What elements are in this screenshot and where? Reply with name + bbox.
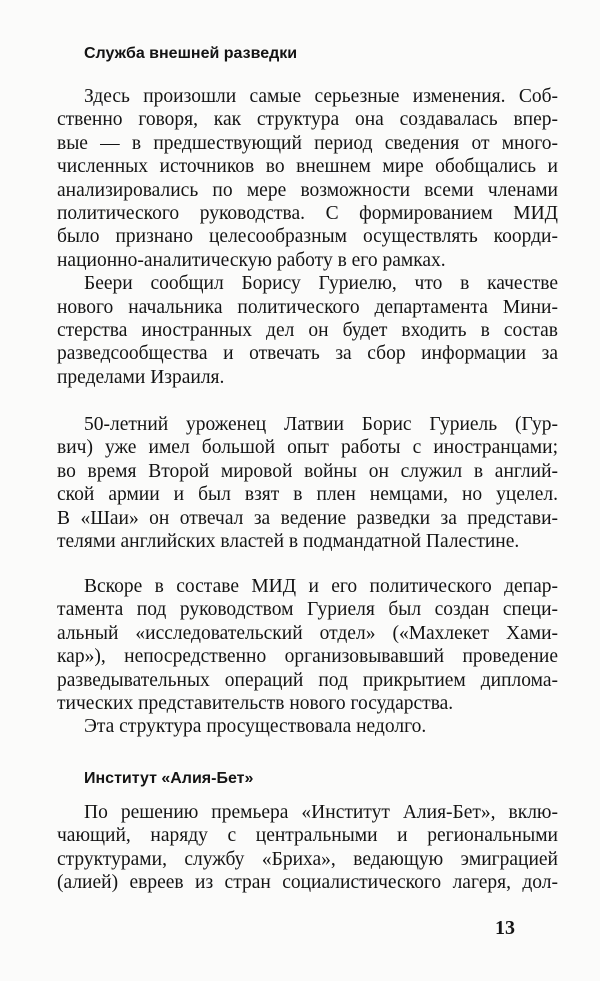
text-block (57, 801, 558, 895)
text-line: Здесь произошли самые серьезные изменения. Соб- (84, 86, 558, 107)
paragraph (57, 715, 558, 738)
text-line: тамента под руководством Гуриеля был создан специ- (57, 599, 558, 621)
text-line: численных источников во внешнем мире обобщались и (57, 156, 558, 178)
text-line: вые — в предшествующий период сведения от много- (57, 132, 558, 154)
paragraph (57, 413, 558, 553)
text-line: анализировались по мере возможности всеми членами (57, 179, 558, 201)
text-line: нового начальника политического департамента Мини- (57, 296, 558, 318)
text-line: пределами Израиля. (57, 366, 225, 388)
text-line: структурами, службу «Бриха», ведающую эмиграцией (57, 848, 558, 870)
text-line: Беери сообщил Борису Гуриелю, что в качестве (84, 273, 558, 295)
text-line: 50-летний уроженец Латвии Борис Гуриель (Гур- (84, 414, 558, 435)
text-line: телями английских властей в подмандатной Палестине. (57, 530, 520, 552)
text-line: политического руководства. С формированием МИД (57, 202, 558, 224)
text-line: (алией) евреев из стран социалистического лагеря, дол- (57, 872, 558, 894)
text-block (57, 575, 558, 739)
text-block (57, 413, 558, 553)
text-line: чающий, наряду с центральными и региональными (57, 825, 558, 847)
section-heading: Служба внешней разведки (84, 45, 298, 62)
text-block (57, 85, 558, 389)
text-line: тических представительств нового государства. (57, 692, 454, 714)
text-line: альный «исследовательский отдел» («Махлекет Хами- (57, 622, 558, 644)
paragraph (57, 575, 558, 715)
text-line: ственно говоря, как структура она создавалась впер- (57, 109, 558, 131)
text-line: Вскоре в составе МИД и его политического депар- (84, 576, 558, 597)
text-line: национно-аналитическую работу в его рамках. (57, 249, 446, 271)
section-heading: Институт «Алия-Бет» (84, 770, 254, 787)
text-line: кар»), непосредственно организовывавший проведение (57, 646, 558, 668)
text-line: По решению премьера «Институт Алия-Бет», вклю- (84, 802, 558, 823)
text-line: во время Второй мировой войны он служил в англий- (57, 460, 558, 482)
text-line: В «Шаи» он отвечал за ведение разведки за представи- (57, 507, 558, 529)
text-line: разведсообщества и отвечать за сбор информации за (57, 343, 558, 365)
paragraph (57, 85, 558, 272)
paragraph (57, 272, 558, 389)
text-line: ской армии и был взят в плен немцами, но уцелел. (57, 484, 558, 506)
paragraph (57, 801, 558, 895)
text-line: было признано целесообразным осуществлять коорди- (57, 226, 558, 248)
text-line: стерства иностранных дел он будет входить в состав (57, 319, 558, 341)
text-line: вич) уже имел большой опыт работы с иностранцами; (57, 437, 558, 459)
page-number: 13 (495, 917, 515, 939)
text-line: Эта структура просуществовала недолго. (84, 716, 427, 738)
text-line: разведывательных операций под прикрытием диплома- (57, 669, 558, 691)
